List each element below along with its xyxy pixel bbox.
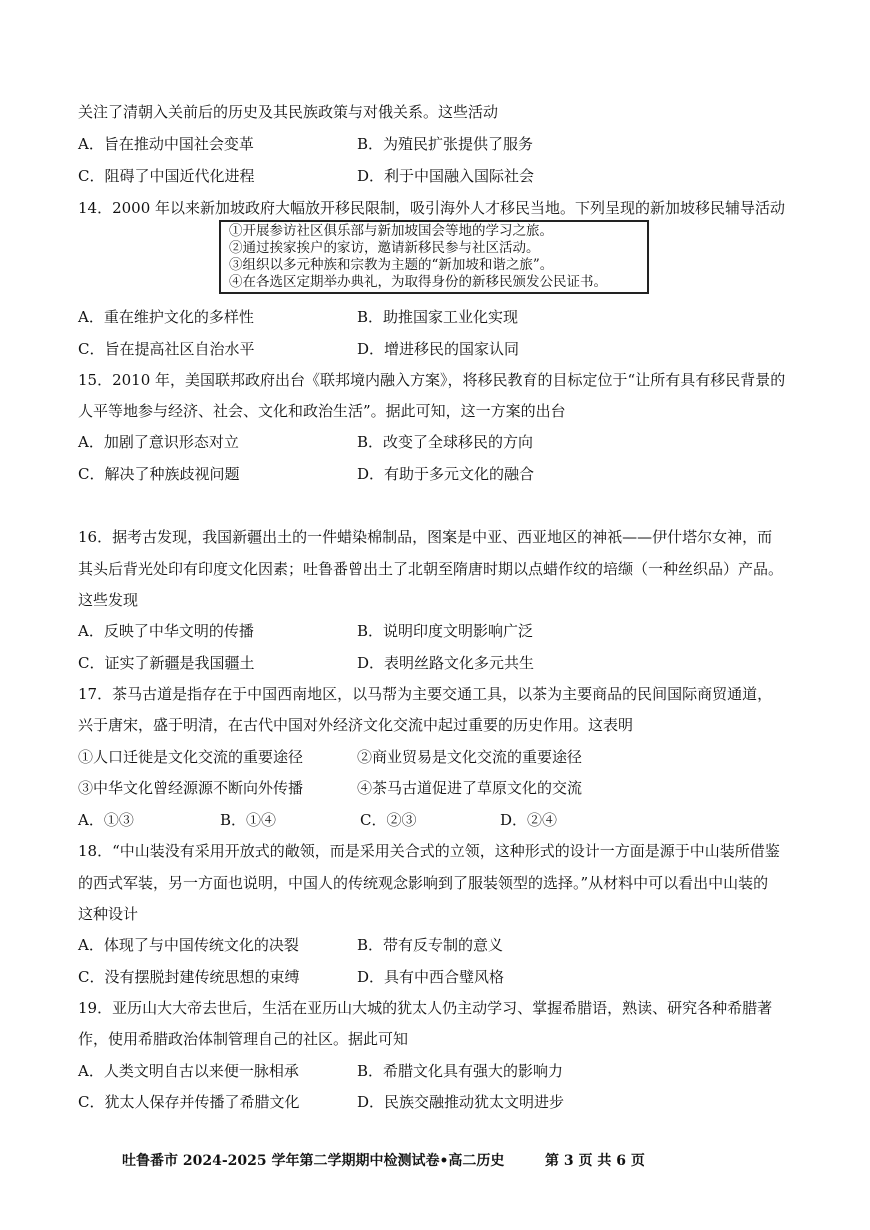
q14-material-box — [219, 220, 649, 294]
q13-option-d: D．利于中国融入国际社会 — [357, 167, 535, 185]
q18-option-d: D．具有中西合璧风格 — [357, 968, 505, 986]
q14-option-a: A．重在维护文化的多样性 — [78, 308, 254, 326]
q16-option-a: A．反映了中华文明的传播 — [78, 622, 254, 640]
q18-stem-line: 18．“中山装没有采用开放式的敞领，而是采用关合式的立领，这种形式的设计一方面是源于中山装所借鉴 — [78, 842, 780, 860]
q14-option-d: D．增进移民的国家认同 — [357, 340, 520, 358]
q14-stem: 14．2000 年以来新加坡政府大幅放开移民限制，吸引海外人才移民当地。下列呈现的新加坡移民辅导活动 — [78, 199, 786, 217]
q14-option-c: C．旨在提高社区自治水平 — [78, 340, 255, 358]
q16-stem-line: 其头后背光处印有印度文化因素；吐鲁番曾出土了北朝至隋唐时期以点蜡作纹的培缬（一种丝织品）产品。 — [78, 560, 784, 578]
q13-option-a: A．旨在推动中国社会变革 — [78, 135, 254, 153]
q17-item-3: ③中华文化曾经源源不断向外传播 — [78, 779, 304, 797]
q19-stem-line: 作，使用希腊政治体制管理自己的社区。据此可知 — [78, 1030, 409, 1048]
q18-option-b: B．带有反专制的意义 — [357, 936, 504, 954]
q15-option-d: D．有助于多元文化的融合 — [357, 465, 535, 483]
q14-option-b: B．助推国家工业化实现 — [357, 308, 519, 326]
q15-option-b: B．改变了全球移民的方向 — [357, 433, 534, 451]
q18-stem-line: 的西式军装，另一方面也说明，中国人的传统观念影响到了服装领型的选择。”从材料中可以看出中山装的 — [78, 874, 769, 892]
q17-option-a: A．①③ — [78, 811, 134, 829]
q17-item-4: ④茶马古道促进了草原文化的交流 — [357, 779, 583, 797]
q15-option-a: A．加剧了意识形态对立 — [78, 433, 239, 451]
q18-option-c: C．没有摆脱封建传统思想的束缚 — [78, 968, 300, 986]
q16-option-b: B．说明印度文明影响广泛 — [357, 622, 534, 640]
q19-option-b: B．希腊文化具有强大的影响力 — [357, 1062, 564, 1080]
q17-option-c: C．②③ — [360, 811, 417, 829]
q16-option-d: D．表明丝路文化多元共生 — [357, 654, 535, 672]
q16-stem-line: 这些发现 — [78, 591, 139, 609]
q15-option-c: C．解决了种族歧视问题 — [78, 465, 240, 483]
q19-option-a: A．人类文明自古以来便一脉相承 — [78, 1062, 299, 1080]
q14-box-item: ①开展参访社区俱乐部与新加坡国会等地的学习之旅。 — [229, 223, 553, 239]
q14-box-item: ②通过挨家挨户的家访，邀请新移民参与社区活动。 — [229, 240, 540, 256]
q19-stem-line: 19．亚历山大大帝去世后，生活在亚历山大城的犹太人仍主动学习、掌握希腊语，熟读、研究各种希腊著 — [78, 999, 773, 1017]
q17-stem-line: 17．茶马古道是指存在于中国西南地区，以马帮为主要交通工具，以茶为主要商品的民间国际商贸通道， — [78, 685, 773, 703]
q18-option-a: A．体现了与中国传统文化的决裂 — [78, 936, 299, 954]
q15-stem-line: 15．2010 年，美国联邦政府出台《联邦境内融入方案》，将移民教育的目标定位于“让所有具有移民背景的 — [78, 371, 786, 389]
q16-option-c: C．证实了新疆是我国疆土 — [78, 654, 255, 672]
q17-item-2: ②商业贸易是文化交流的重要途径 — [357, 748, 583, 766]
q13-option-b: B．为殖民扩张提供了服务 — [357, 135, 534, 153]
q17-stem-line: 兴于唐宋，盛于明清，在古代中国对外经济文化交流中起过重要的历史作用。这表明 — [78, 716, 634, 734]
q18-stem-line: 这种设计 — [78, 905, 139, 923]
q13-option-c: C．阻碍了中国近代化进程 — [78, 167, 255, 185]
q16-stem-line: 16．据考古发现，我国新疆出土的一件蜡染棉制品，图案是中亚、西亚地区的神祇——伊什塔尔女神，而 — [78, 528, 773, 546]
q14-box-item: ④在各选区定期举办典礼，为取得身份的新移民颁发公民证书。 — [229, 274, 607, 290]
footer-page-number: 第 3 页 共 6 页 — [545, 1153, 645, 1169]
q14-box-item: ③组织以多元种族和宗教为主题的“新加坡和谐之旅”。 — [229, 257, 554, 273]
q19-option-c: C．犹太人保存并传播了希腊文化 — [78, 1093, 300, 1111]
q15-stem-line: 人平等地参与经济、社会、文化和政治生活”。据此可知，这一方案的出台 — [78, 402, 566, 420]
q19-option-d: D．民族交融推动犹太文明进步 — [357, 1093, 565, 1111]
footer-exam-title: 吐鲁番市 2024-2025 学年第二学期期中检测试卷•高二历史 — [122, 1153, 505, 1169]
q17-option-b: B．①④ — [220, 811, 277, 829]
q17-option-d: D．②④ — [500, 811, 558, 829]
q17-item-1: ①人口迁徙是文化交流的重要途径 — [78, 748, 304, 766]
q13-stem: 关注了清朝入关前后的历史及其民族政策与对俄关系。这些活动 — [78, 103, 499, 121]
